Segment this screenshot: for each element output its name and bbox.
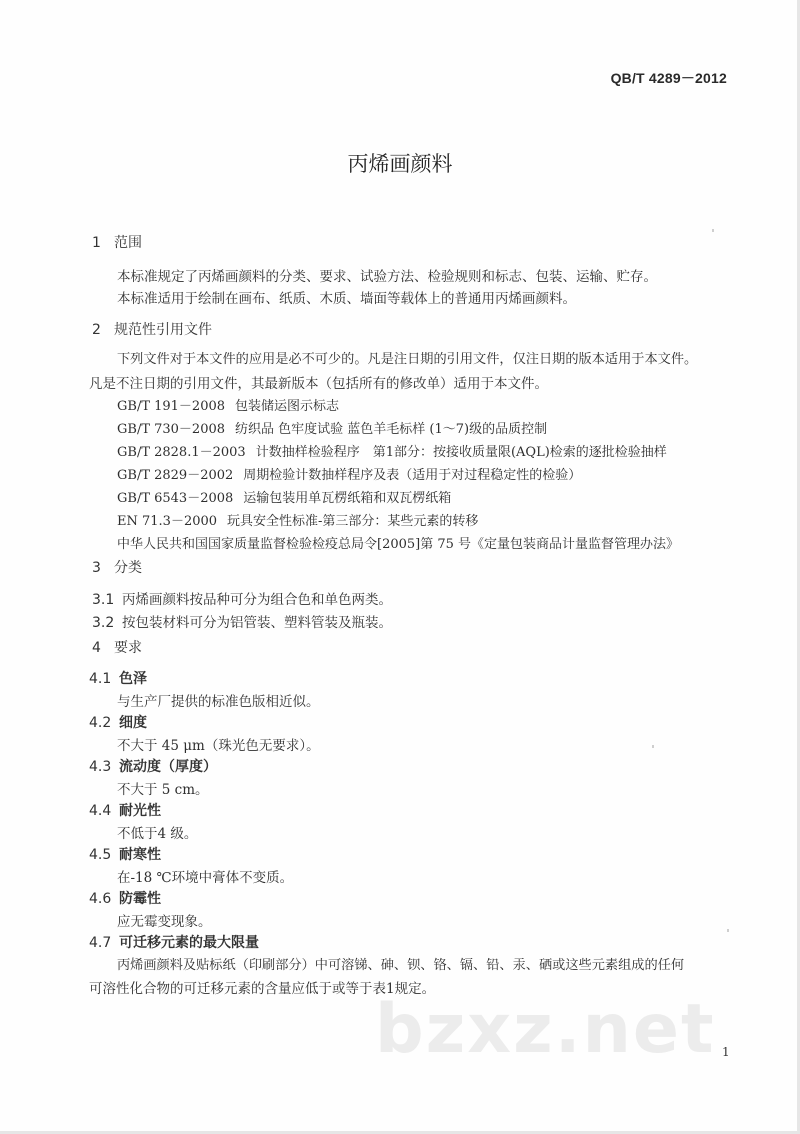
scan-speck [712,229,714,232]
clause-4-5-heading [89,844,161,864]
section-number: 3 [92,560,101,576]
reference-title: 玩具安全性标准-第三部分：某些元素的转移 [227,514,479,529]
clause-4-2-text: 不大于 45 μm（珠光色无要求）。 [117,738,320,754]
reference-item [117,487,451,506]
clause-4-3-text: 不大于 5 cm。 [117,782,209,798]
reference-title: 运输包装用单瓦楞纸箱和双瓦楞纸箱 [243,491,452,506]
clause-title: 流动度（厚度） [119,759,217,775]
clause-title: 色泽 [119,671,147,687]
clause-4-4-heading [89,800,161,820]
clause-4-6-heading [89,888,161,908]
clause-title: 细度 [119,715,147,731]
reference-item [117,395,339,414]
clause-number: 4.7 [89,935,112,951]
reference-item [117,441,667,460]
reference-item [117,418,547,437]
section-3-heading [92,557,142,577]
scope-paragraph-2: 本标准适用于绘制在画布、纸质、木质、墙面等载体上的普通用丙烯画颜料。 [117,291,576,307]
section-title: 要求 [114,640,142,656]
clause-title: 耐寒性 [119,847,161,863]
clause-4-7-heading [89,932,259,952]
reference-code: GB/T 2829－2002 [117,468,234,483]
references-intro-line-1: 下列文件对于本文件的应用是必不可少的。凡是注日期的引用文件，仅注日期的版本适用于本文件。 [117,352,698,367]
clause-text: 按包装材料可分为铝管装、塑料管装及瓶装。 [122,615,392,631]
scan-speck [727,929,729,932]
reference-title: 周期检验计数抽样程序及表（适用于对过程稳定性的检验） [243,468,582,483]
reference-code: GB/T 730－2008 [117,422,226,437]
section-title: 规范性引用文件 [114,322,212,338]
reference-item [117,510,478,529]
reference-item [117,464,581,483]
section-4-heading [92,637,142,657]
standard-code [611,68,727,88]
document-title: 丙烯画颜料 [347,152,453,176]
clause-4-6-text: 应无霉变现象。 [117,914,212,930]
section-title: 范围 [114,235,142,251]
standard-code-prefix: QB/T [610,70,645,86]
scope-paragraph-1: 本标准规定了丙烯画颜料的分类、要求、试验方法、检验规则和标志、包装、运输、贮存。 [117,269,657,285]
reference-title: 计数抽样检验程序 第1部分：按接收质量限(AQL)检索的逐批检验抽样 [255,445,667,460]
section-number: 1 [92,235,101,251]
standard-code-number: 4289－2012 [648,70,727,86]
clause-title: 耐光性 [119,803,161,819]
clause-number: 4.6 [89,891,112,907]
clause-number: 4.4 [89,803,112,819]
clause-4-5-text: 在-18 ℃环境中膏体不变质。 [117,870,294,886]
reference-code: GB/T 6543－2008 [117,491,234,506]
clause-4-7-text-line-2: 可溶性化合物的可迁移元素的含量应低于或等于表1规定。 [89,981,436,997]
section-number: 4 [92,640,101,656]
clause-3-2 [92,611,392,631]
clause-4-4-text: 不低于4 级。 [117,826,198,842]
clause-title: 可迁移元素的最大限量 [119,935,259,951]
clause-title: 防霉性 [119,891,161,907]
section-2-heading [92,319,212,339]
section-number: 2 [92,322,101,338]
clause-number: 4.2 [89,715,112,731]
clause-4-7-text-line-1: 丙烯画颜料及贴标纸（印刷部分）中可溶锑、砷、钡、铬、镉、铅、汞、硒或这些元素组成的任何 [117,958,685,973]
reference-code: GB/T 2828.1－2003 [117,445,246,460]
clause-4-1-heading [89,668,147,688]
clause-number: 4.1 [89,671,112,687]
section-title: 分类 [114,560,142,576]
reference-code: GB/T 191－2008 [117,399,226,414]
clause-3-1 [92,588,392,608]
reference-title: 包装储运图示标志 [235,399,340,414]
clause-text: 丙烯画颜料按品种可分为组合色和单色两类。 [122,592,392,608]
clause-number: 3.1 [92,592,115,608]
references-intro-line-2: 凡是不注日期的引用文件，其最新版本（包括所有的修改单）适用于本文件。 [89,376,548,392]
decree-reference: 中华人民共和国国家质量监督检验检疫总局令[2005]第 75 号《定量包装商品计量监督管理办法》 [117,537,680,552]
scan-speck [652,745,654,748]
reference-title: 纺织品 色牢度试验 蓝色羊毛标样 (1～7)级的品质控制 [235,422,548,437]
clause-number: 4.5 [89,847,112,863]
clause-number: 4.3 [89,759,112,775]
watermark: bzxz.net [375,990,716,1069]
section-1-heading [92,232,142,252]
reference-code: EN 71.3－2000 [117,514,218,529]
page-number: 1 [722,1045,730,1059]
clause-number: 3.2 [92,615,115,631]
clause-4-2-heading [89,712,147,732]
clause-4-3-heading [89,756,217,776]
clause-4-1-text: 与生产厂提供的标准色版相近似。 [117,694,320,710]
